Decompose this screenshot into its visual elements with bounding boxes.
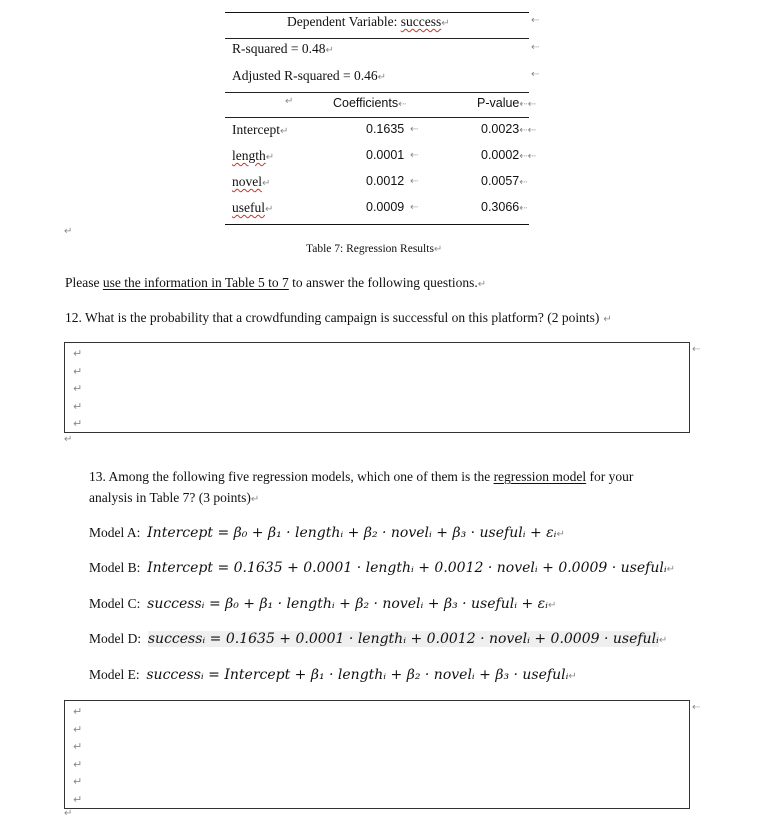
r-squared: R-squared = 0.48↵ bbox=[232, 41, 334, 56]
table-top-rule bbox=[225, 12, 529, 13]
question-13-line2: analysis in Table 7? (3 points)↵ bbox=[89, 490, 260, 505]
table-caption: Table 7: Regression Results↵ bbox=[306, 243, 443, 255]
intro-paragraph: Please use the information in Table 5 to 7 to answer the following questions.↵ bbox=[65, 275, 487, 290]
answer-box-q12[interactable]: ↵ ↵ ↵ ↵ ↵ bbox=[64, 342, 690, 433]
pvalue-useful: 0.3066⇠ bbox=[481, 200, 528, 214]
row-label-useful: useful↵ bbox=[232, 200, 274, 215]
model-b: Model B: Intercept = 0.1635 + 0.0001 · lengthᵢ + 0.0012 · novelᵢ + 0.0009 · usefulᵢ↵ bbox=[89, 560, 676, 576]
pvalue-length: 0.0002⇠⇠ bbox=[481, 148, 537, 162]
row-label-novel: novel↵ bbox=[232, 174, 271, 189]
pvalue-intercept: 0.0023⇠⇠ bbox=[481, 122, 537, 136]
coef-length: 0.0001 bbox=[366, 148, 405, 162]
model-a: Model A: Intercept = β₀ + β₁ · lengthᵢ + β₂ · novelᵢ + β₃ · usefulᵢ + εᵢ↵ bbox=[89, 525, 565, 541]
coef-novel: 0.0012 bbox=[366, 174, 405, 188]
pvalue-novel: 0.0057⇠ bbox=[481, 174, 528, 188]
model-c: Model C: successᵢ = β₀ + β₁ · lengthᵢ + β₂ · novelᵢ + β₃ · usefulᵢ + εᵢ↵ bbox=[89, 596, 557, 612]
cell-end-mark: ⇠ bbox=[410, 202, 419, 213]
row-end-mark: ⇠ bbox=[531, 15, 540, 26]
cell-end-mark: ⇠ bbox=[410, 124, 419, 135]
table-rule bbox=[225, 38, 529, 39]
coef-intercept: 0.1635 bbox=[366, 122, 405, 136]
model-e: Model E: successᵢ = Intercept + β₁ · lengthᵢ + β₂ · novelᵢ + β₃ · usefulᵢ↵ bbox=[89, 667, 577, 683]
cell-end-mark: ⇠ bbox=[410, 176, 419, 187]
row-label-length: length↵ bbox=[232, 148, 275, 163]
paragraph-mark: ↵ bbox=[64, 226, 73, 237]
answer-box-q13[interactable]: ↵ ↵ ↵ ↵ ↵ ↵ bbox=[64, 700, 690, 809]
model-d: Model D: successᵢ = 0.1635 + 0.0001 · lengthᵢ + 0.0012 · novelᵢ + 0.0009 · usefulᵢ↵ bbox=[89, 631, 668, 647]
cell-end-mark: ⇠ bbox=[410, 150, 419, 161]
paragraph-mark: ↵ bbox=[64, 808, 73, 819]
adj-r-squared: Adjusted R-squared = 0.46↵ bbox=[232, 68, 386, 83]
question-12: 12. What is the probability that a crowdfunding campaign is successful on this platform? (2 points) ↵ bbox=[65, 310, 612, 325]
empty-cell-mark: ↵ bbox=[285, 96, 294, 107]
column-header-coefficients: Coefficients⇠ bbox=[333, 96, 407, 110]
dependent-variable-header: Dependent Variable: success↵ bbox=[287, 14, 450, 29]
question-13-line1: 13. Among the following five regression models, which one of them is the regression model for your bbox=[89, 469, 634, 484]
paragraph-mark: ↵ bbox=[64, 434, 73, 445]
table-rule bbox=[225, 92, 529, 93]
row-label-intercept: Intercept↵ bbox=[232, 122, 289, 137]
row-end-mark: ⇠ bbox=[531, 69, 540, 80]
table-rule bbox=[225, 117, 529, 118]
coef-useful: 0.0009 bbox=[366, 200, 405, 214]
box-end-mark: ⇠ bbox=[692, 344, 701, 355]
box-end-mark: ⇠ bbox=[692, 702, 701, 713]
table-bottom-rule bbox=[225, 224, 529, 225]
column-header-pvalue: P-value⇠⇠ bbox=[477, 96, 537, 110]
row-end-mark: ⇠ bbox=[531, 42, 540, 53]
